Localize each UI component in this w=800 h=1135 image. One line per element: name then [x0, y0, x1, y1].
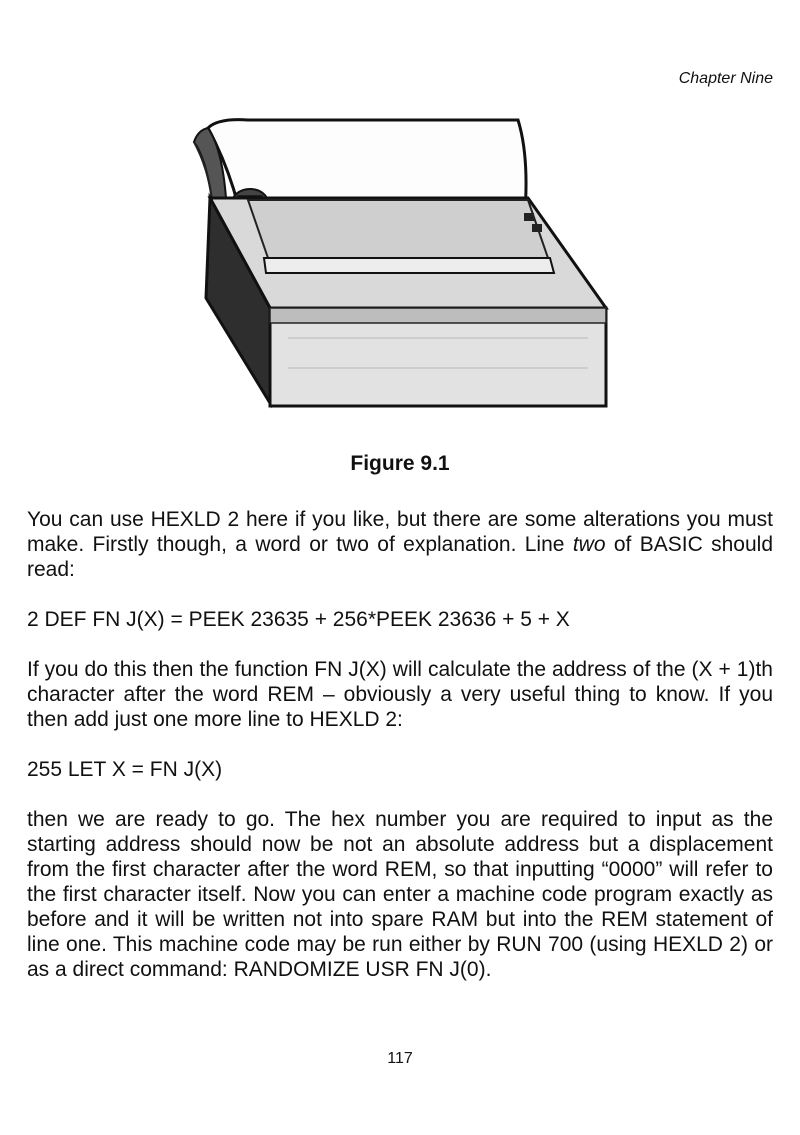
page-number: 117 [387, 1050, 413, 1067]
paragraph-1-before: You can use HEXLD 2 here if you like, but there are some alterations you must make. Firstly though, a word or two of explanation. Line [27, 508, 773, 556]
code-line-1: 2 DEF FN J(X) = PEEK 23635 + 256*PEEK 23636 + 5 + X [27, 608, 570, 631]
figure-caption: Figure 9.1 [350, 452, 450, 475]
printer-illustration-icon [188, 108, 620, 426]
paragraph-1-emphasis: two [572, 533, 606, 556]
paragraph-2: If you do this then the function FN J(X) will calculate the address of the (X + 1)th character after the word REM – obviously a very useful thing to know. If you then add just one more line to HEXLD 2: [27, 658, 773, 731]
paragraph-1-after: of BASIC should read: [27, 533, 774, 581]
code-line-2: 255 LET X = FN J(X) [27, 758, 223, 781]
paragraph-1 [27, 507, 773, 582]
paragraph-3: then we are ready to go. The hex number you are required to input as the starting address should now be not an absolute address but a displacement from the first character after the word REM, so that inputting “0000” will refer to the first character itself. Now you can enter a machine code program exactly as before and it will be written not into spare RAM but into the REM statement of line one. This machine code may be run either by RUN 700 (using HEXLD 2) or as a direct command: RANDOMIZE USR FN J(0). [27, 808, 773, 981]
chapter-header: Chapter Nine [678, 70, 773, 87]
